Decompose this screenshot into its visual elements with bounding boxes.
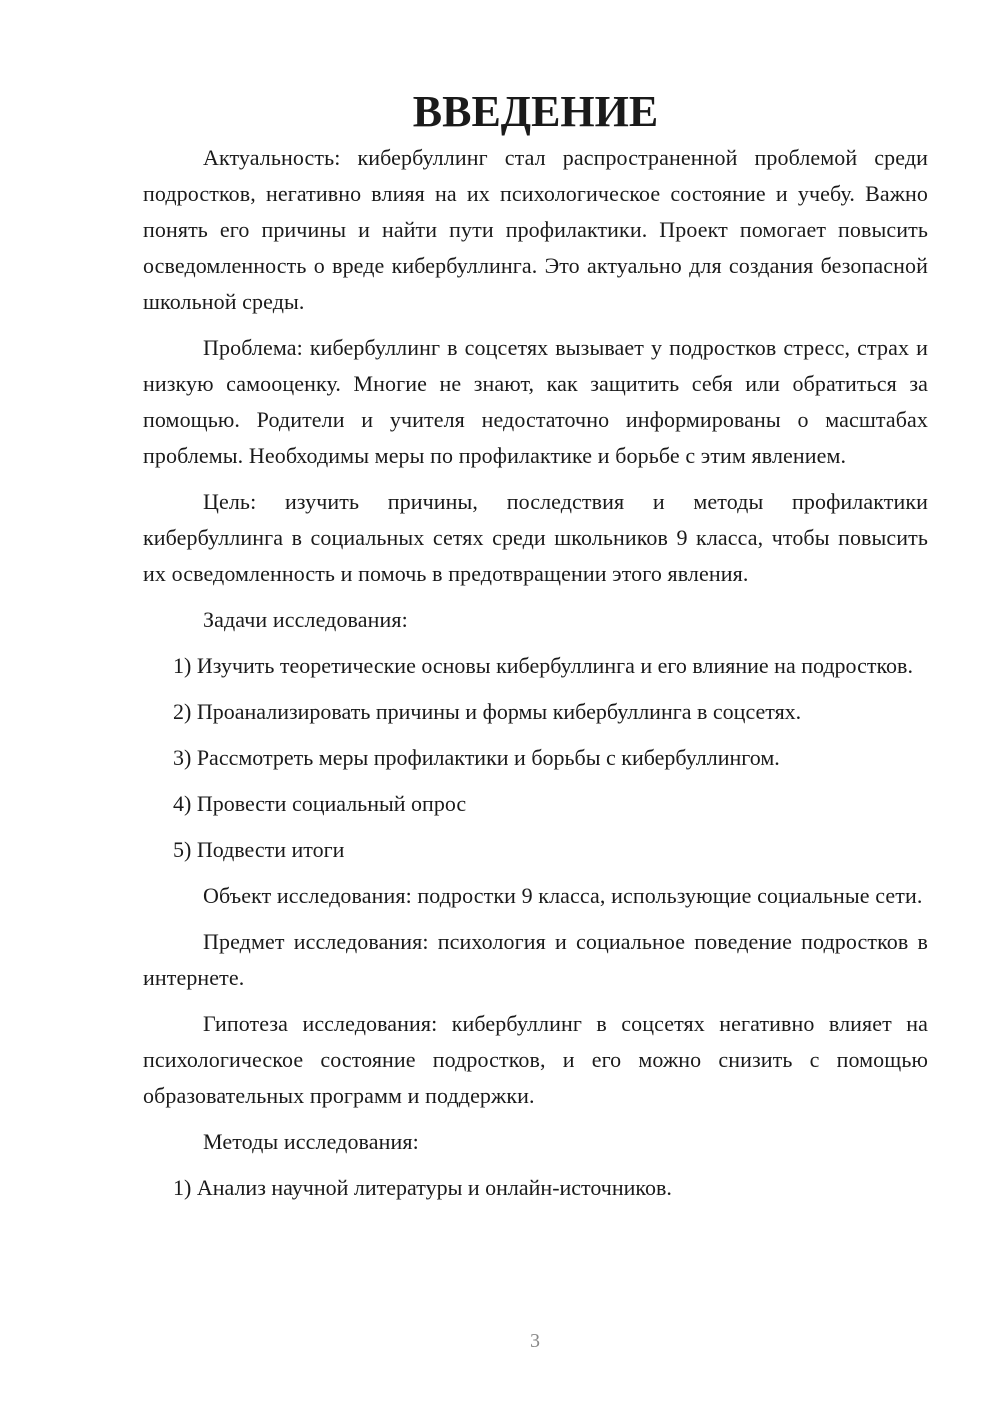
page-number: 3 (530, 1330, 540, 1352)
task-item-1: 1) Изучить теоретические основы кибербуллинга и его влияние на подростков. (173, 653, 913, 678)
task-item-5: 5) Подвести итоги (173, 837, 345, 862)
task-item-3: 3) Рассмотреть меры профилактики и борьбы с кибербуллингом. (173, 745, 780, 770)
task-item-4: 4) Провести социальный опрос (173, 791, 467, 816)
tasks-heading: Задачи исследования: (203, 607, 408, 632)
goal-paragraph: Цель: изучить причины, последствия и методы профилактики кибербуллинга в социальных сетях среди школьников 9 класса, чтобы повысить их осведомленность и помочь в предотвращении этого явления. (143, 489, 928, 586)
subject-paragraph: Предмет исследования: психология и социальное поведение подростков в интернете. (143, 929, 928, 990)
page-title: ВВЕДЕНИЕ (412, 87, 659, 136)
document-body (143, 87, 928, 1206)
hypothesis-paragraph: Гипотеза исследования: кибербуллинг в соцсетях негативно влияет на психологическое состояние подростков, и его можно снизить с помощью образовательных программ и поддержки. (143, 1011, 928, 1108)
method-item-1: 1) Анализ научной литературы и онлайн-источников. (173, 1175, 672, 1200)
task-item-2: 2) Проанализировать причины и формы кибербуллинга в соцсетях. (173, 699, 802, 724)
relevance-paragraph: Актуальность: кибербуллинг стал распространенной проблемой среди подростков, негативно влияя на их психологическое состояние и учебу. Важно понять его причины и найти пути профилактики. Проект помогает повысить осведомленность о вреде кибербуллинга. Это актуально для создания безопасной школьной среды. (143, 145, 928, 314)
problem-paragraph: Проблема: кибербуллинг в соцсетях вызывает у подростков стресс, страх и низкую самооценку. Многие не знают, как защитить себя или обратиться за помощью. Родители и учителя недостаточно информированы о масштабах проблемы. Необходимы меры по профилактике и борьбе с этим явлением. (143, 335, 928, 468)
object-paragraph: Объект исследования: подростки 9 класса, использующие социальные сети. (203, 883, 923, 908)
methods-heading: Методы исследования: (203, 1129, 419, 1154)
